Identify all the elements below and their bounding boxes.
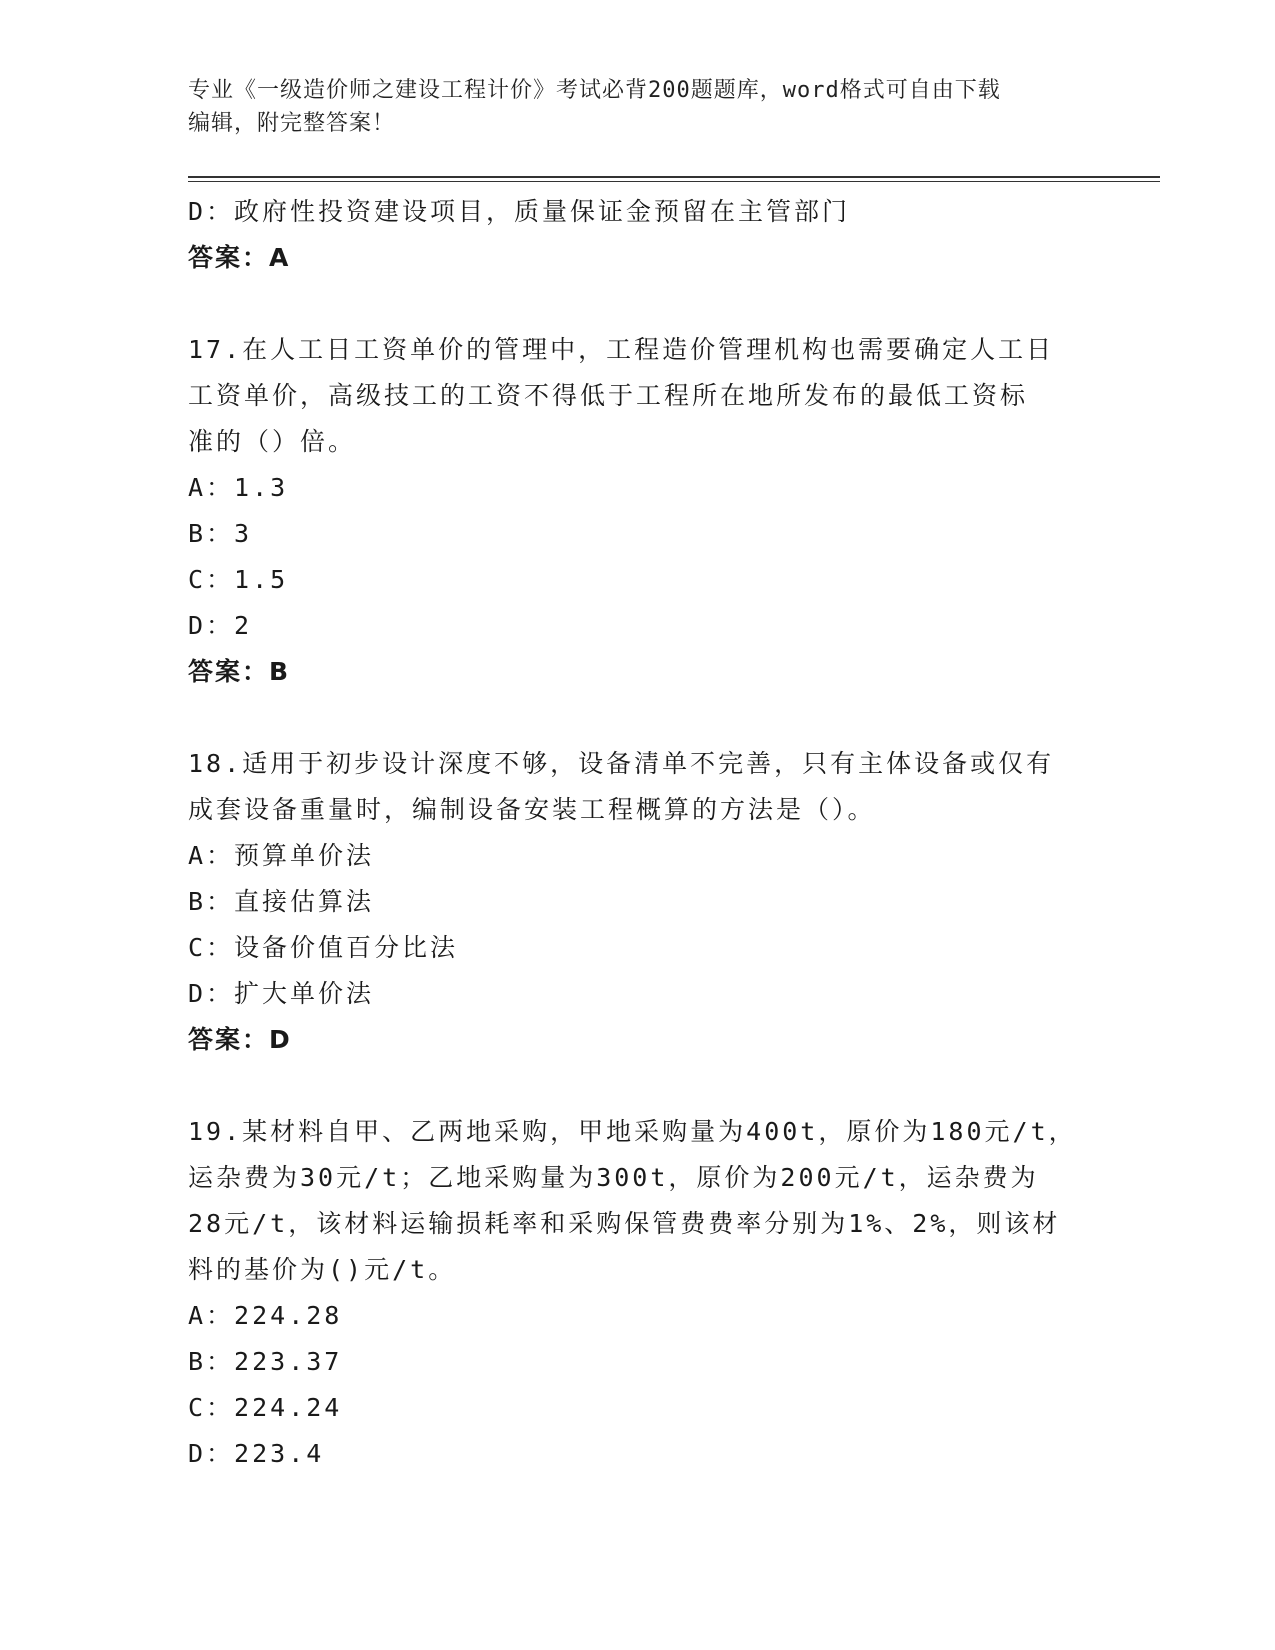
option-c: C：224.24	[188, 1393, 343, 1422]
question-stem-line: 17.在人工日工资单价的管理中，工程造价管理机构也需要确定人工日	[188, 335, 1055, 364]
option-d: D：扩大单价法	[188, 979, 375, 1008]
page-header	[188, 74, 1068, 140]
header-line: 编辑，附完整答案！	[188, 111, 396, 136]
spacer	[188, 281, 1078, 327]
answer-line: 答案：D	[188, 1025, 292, 1054]
option-d: D：2	[188, 611, 253, 640]
question-stem-line: 工资单价，高级技工的工资不得低于工程所在地所发布的最低工资标	[188, 381, 1029, 410]
option-a: A：1.3	[188, 473, 289, 502]
question-stem-line: 运杂费为30元/t；乙地采购量为300t，原价为200元/t，运杂费为	[188, 1163, 1039, 1192]
option-c: C：1.5	[188, 565, 289, 594]
question-18	[188, 741, 1078, 1063]
option-d: D：政府性投资建设项目，质量保证金预留在主管部门	[188, 197, 851, 226]
question-stem-line: 19.某材料自甲、乙两地采购，甲地采购量为400t，原价为180元/t，	[188, 1117, 1077, 1146]
question-19	[188, 1109, 1078, 1477]
question-stem-line: 料的基价为()元/t。	[188, 1255, 457, 1284]
question-stem-line: 准的（）倍。	[188, 427, 357, 456]
option-a: A：预算单价法	[188, 841, 375, 870]
answer-line: 答案：A	[188, 243, 291, 272]
question-stem-line: 28元/t，该材料运输损耗率和采购保管费费率分别为1%、2%，则该材	[188, 1209, 1061, 1238]
spacer	[188, 1063, 1078, 1109]
question-stem-line: 18.适用于初步设计深度不够，设备清单不完善，只有主体设备或仅有	[188, 749, 1055, 778]
option-c: C：设备价值百分比法	[188, 933, 459, 962]
header-divider	[188, 176, 1160, 182]
option-b: B：223.37	[188, 1347, 343, 1376]
question-stem-line: 成套设备重量时，编制设备安装工程概算的方法是（）。	[188, 795, 876, 824]
option-d: D：223.4	[188, 1439, 325, 1468]
answer-line: 答案：B	[188, 657, 291, 686]
option-a: A：224.28	[188, 1301, 343, 1330]
spacer	[188, 695, 1078, 741]
question-17	[188, 327, 1078, 695]
header-line: 专业《一级造价师之建设工程计价》考试必背200题题库，word格式可自由下载	[188, 78, 1001, 103]
option-b: B：3	[188, 519, 253, 548]
document-body	[188, 189, 1078, 1477]
option-b: B：直接估算法	[188, 887, 375, 916]
